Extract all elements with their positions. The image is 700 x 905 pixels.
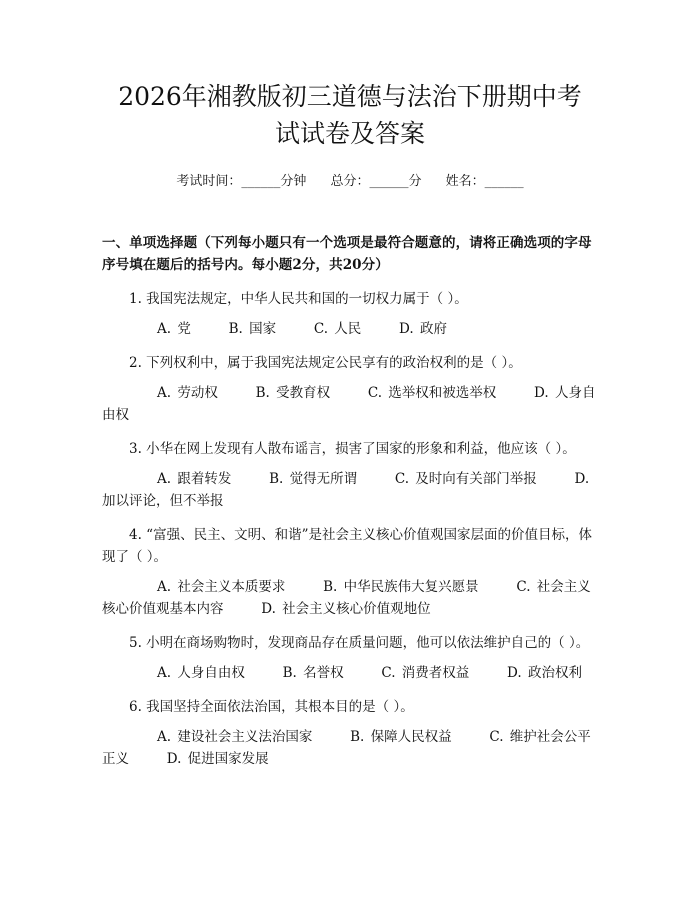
total-score-field: 总分：______分 xyxy=(330,174,422,189)
question-options xyxy=(102,726,598,770)
question-options xyxy=(102,318,598,340)
question-item xyxy=(102,696,598,770)
option-a: A. 社会主义本质要求 xyxy=(157,579,286,595)
option-a: A. 建设社会主义法治国家 xyxy=(157,729,313,745)
question-item xyxy=(102,632,598,684)
question-stem: 3. 小华在网上发现有人散布谣言，损害了国家的形象和利益，他应该（ ）。 xyxy=(129,441,576,457)
option-d: D. 社会主义核心价值观地位 xyxy=(261,601,431,617)
option-c: C. 人民 xyxy=(313,321,362,337)
option-c: C. 选举权和被选举权 xyxy=(367,385,497,401)
exam-title: 2026年湘教版初三道德与法治下册期中考试试卷及答案 xyxy=(118,82,582,148)
option-a: A. 跟着转发 xyxy=(157,471,232,487)
question-item xyxy=(102,524,598,620)
question-item xyxy=(102,438,598,512)
question-options xyxy=(102,382,598,426)
question-item xyxy=(102,288,598,340)
option-d: D. 政治权利 xyxy=(507,665,582,681)
question-item xyxy=(102,352,598,426)
question-list xyxy=(102,288,598,770)
section-heading-single-choice: 一、单项选择题（下列每小题只有一个选项是最符合题意的，请将正确选项的字母序号填在题后的括号内。每小题2分，共20分） xyxy=(102,235,592,273)
option-b: B. 觉得无所谓 xyxy=(269,471,358,487)
option-d: D. 加以评论，但不举报 xyxy=(102,471,590,509)
question-stem: 6. 我国坚持全面依法治国，其根本目的是（ ）。 xyxy=(129,699,414,715)
option-d: D. 政府 xyxy=(399,321,447,337)
student-name-field: 姓名：______ xyxy=(445,174,524,189)
option-a: A. 党 xyxy=(157,321,191,337)
exam-time-field: 考试时间：______分钟 xyxy=(176,174,307,189)
option-b: B. 名誉权 xyxy=(282,665,344,681)
question-stem: 5. 小明在商场购物时，发现商品存在质量问题，他可以依法维护自己的（ ）。 xyxy=(129,635,590,651)
option-b: B. 保障人民权益 xyxy=(350,729,452,745)
option-b: B. 中华民族伟大复兴愿景 xyxy=(323,579,479,595)
option-c: C. 及时向有关部门举报 xyxy=(394,471,537,487)
option-d: D. 促进国家发展 xyxy=(166,751,269,767)
question-options xyxy=(102,576,598,620)
option-a: A. 劳动权 xyxy=(157,385,218,401)
question-stem: 2. 下列权利中，属于我国宪法规定公民享有的政治权利的是（ ）。 xyxy=(129,355,522,371)
exam-meta xyxy=(102,172,598,192)
option-c: C. 消费者权益 xyxy=(381,665,470,681)
option-a: A. 人身自由权 xyxy=(157,665,245,681)
question-stem: 4. “富强、民主、文明、和谐”是社会主义核心价值观国家层面的价值目标，体现了（ ）。 xyxy=(102,527,592,565)
option-b: B. 受教育权 xyxy=(255,385,331,401)
option-d: D. 人身自由权 xyxy=(102,385,596,423)
option-b: B. 国家 xyxy=(228,321,277,337)
option-c: C. 社会主义核心价值观基本内容 xyxy=(102,579,591,617)
question-options xyxy=(102,662,598,684)
question-stem: 1. 我国宪法规定，中华人民共和国的一切权力属于（ ）。 xyxy=(129,291,468,307)
option-c: C. 维护社会公平正义 xyxy=(102,729,591,767)
question-options xyxy=(102,468,598,512)
